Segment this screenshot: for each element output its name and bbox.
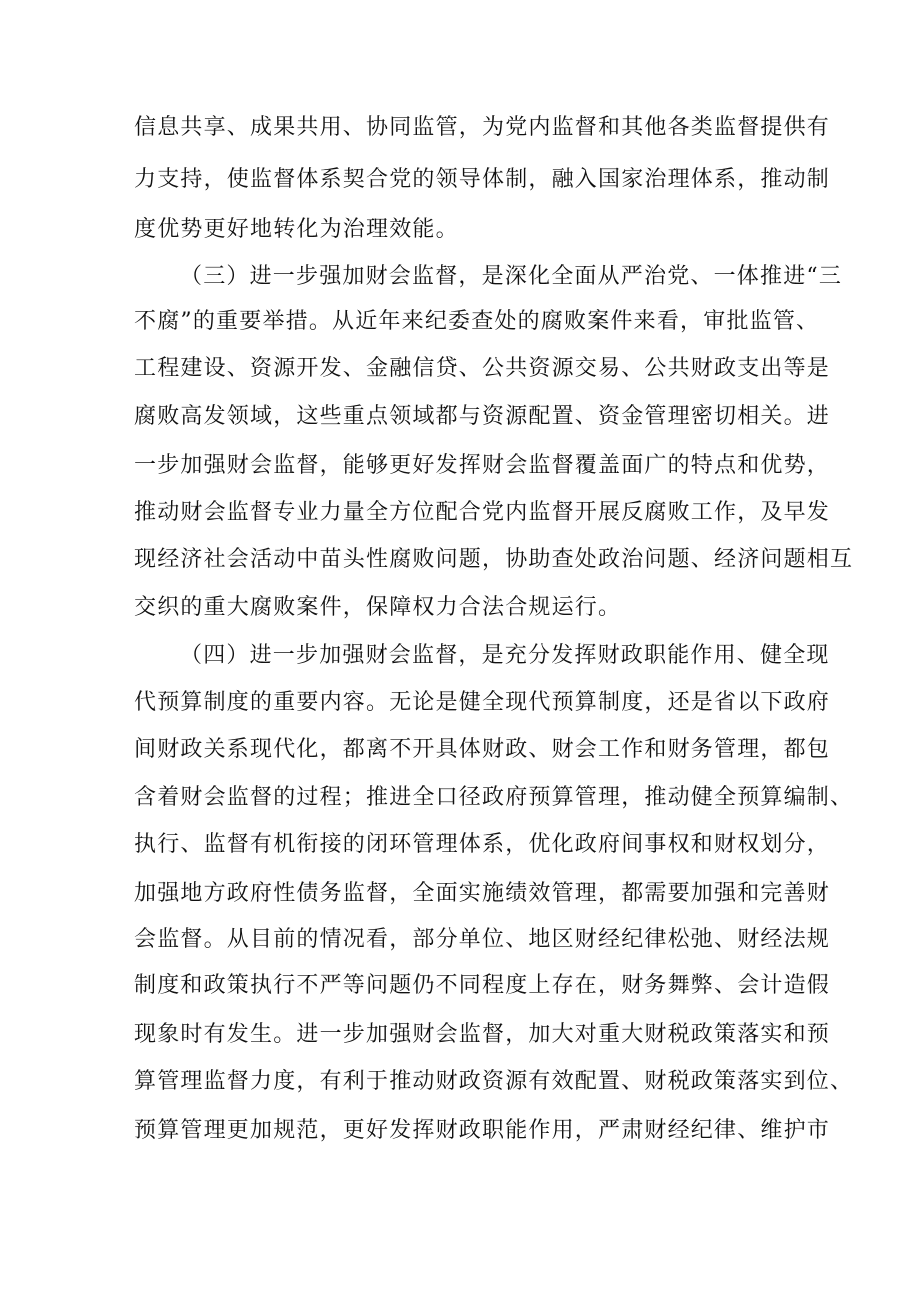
paragraph-line: 度优势更好地转化为治理效能。 [134, 217, 459, 242]
paragraph-line: 预算管理更加规范，更好发挥财政职能作用，严肃财经纪律、维护市 [134, 1118, 831, 1143]
paragraph-line: 会监督。从目前的情况看，部分单位、地区财经纪律松弛、财经法规 [134, 927, 831, 952]
paragraph-line: 推动财会监督专业力量全方位配合党内监督开展反腐败工作，及早发 [134, 500, 831, 525]
paragraph-line: 现象时有发生。进一步加强财会监督，加大对重大财税政策落实和预 [134, 1022, 831, 1047]
paragraph-line: 间财政关系现代化，都离不开具体财政、财会工作和财务管理，都包 [134, 737, 831, 762]
paragraph-line: （四）进一步加强财会监督，是充分发挥财政职能作用、健全现 [180, 643, 830, 668]
paragraph-line: 执行、监督有机衔接的闭环管理体系，优化政府间事权和财权划分， [134, 832, 831, 857]
paragraph-line: （三）进一步强加财会监督，是深化全面从严治党、一体推进“三 [180, 264, 843, 289]
paragraph-line: 力支持，使监督体系契合党的领导体制，融入国家治理体系，推动制 [134, 167, 831, 192]
paragraph-line: 含着财会监督的过程；推进全口径政府预算管理，推动健全预算编制、 [134, 785, 854, 810]
paragraph-line: 代预算制度的重要内容。无论是健全现代预算制度，还是省以下政府 [134, 690, 831, 715]
paragraph-line: 信息共享、成果共用、协同监管，为党内监督和其他各类监督提供有 [134, 115, 831, 140]
paragraph-line: 加强地方政府性债务监督，全面实施绩效管理，都需要加强和完善财 [134, 881, 831, 906]
paragraph-line: 交织的重大腐败案件，保障权力合法合规运行。 [134, 595, 622, 620]
paragraph-line: 工程建设、资源开发、金融信贷、公共资源交易、公共财政支出等是 [134, 356, 831, 381]
paragraph-line: 一步加强财会监督，能够更好发挥财会监督覆盖面广的特点和优势， [134, 453, 831, 478]
paragraph-line: 现经济社会活动中苗头性腐败问题，协助查处政治问题、经济问题相互 [134, 547, 854, 572]
paragraph-line: 不腐”的重要举措。从近年来纪委查处的腐败案件来看，审批监管、 [134, 309, 820, 334]
paragraph-line: 腐败高发领域，这些重点领域都与资源配置、资金管理密切相关。进 [134, 404, 831, 429]
paragraph-line: 制度和政策执行不严等问题仍不同程度上存在，财务舞弊、会计造假 [134, 973, 831, 998]
paragraph-line: 算管理监督力度，有利于推动财政资源有效配置、财税政策落实到位、 [134, 1069, 854, 1094]
